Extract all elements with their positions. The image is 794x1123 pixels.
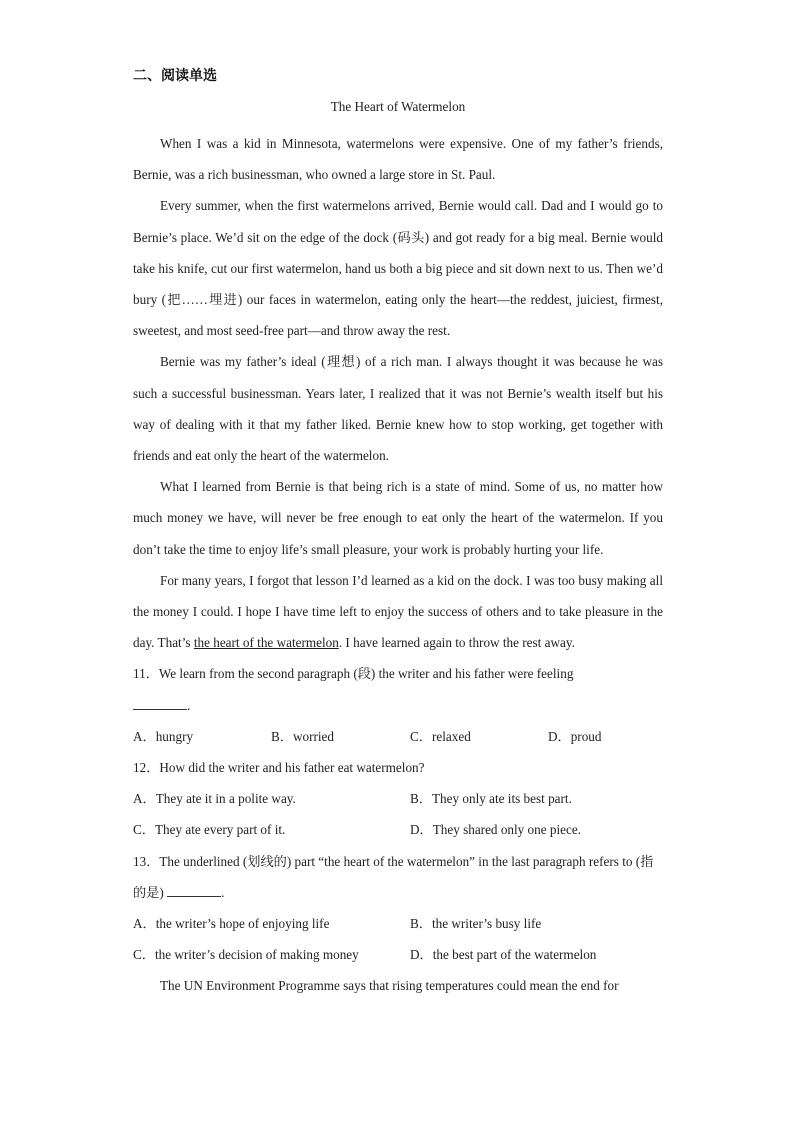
option-b[interactable]: B．the writer’s busy life [410,916,542,932]
section-title: 二、阅读单选 [133,68,217,84]
option-b[interactable]: B．worried [271,728,334,744]
paragraph-2: Every summer, when the first watermelons arrived, Bernie would call. Dad and I would go to Bernie’s place. We’d sit on the edge of the dock (码头) and got ready for a big meal. Bernie would take his knife, cut our first watermelon, hand us both a big piece and sit down next to us. Then we’d bury (把……埋进) our faces in watermelon, eating only the heart—the reddest, juiciest, firmest, sweetest, and most seed-free part—and throw away the rest. [133,198,663,339]
question-11-blank-line [133,690,663,721]
question-12-options [133,783,663,845]
option-d[interactable]: D．They shared only one piece. [410,822,582,838]
paragraph-1: When I was a kid in Minnesota, watermelons were expensive. One of my father’s friends, Bernie, was a rich businessman, who owned a large store in St. Paul. [133,136,663,183]
option-d[interactable]: D．proud [548,728,602,744]
question-13-stem [133,846,663,908]
next-passage-first-line: The UN Environment Programme says that rising temperatures could mean the end for [160,978,619,994]
paragraph-5-text-b: . I have learned again to throw the rest away. [338,635,575,651]
option-a[interactable]: A．They ate it in a polite way. [133,791,296,807]
question-stem-tail: . [187,697,191,713]
answer-blank[interactable] [133,695,187,710]
option-c[interactable]: C．relaxed [410,728,471,744]
option-a[interactable]: A．the writer’s hope of enjoying life [133,916,330,932]
paragraph-3: Bernie was my father’s ideal (理想) of a rich man. I always thought it was because he was such a successful businessman. Years later, I realized that it was not Bernie’s wealth itself but his way of dealing with it that my father liked. Bernie knew how to stop working, get together with friends and eat only the heart of the watermelon. [133,354,663,464]
answer-blank[interactable] [167,882,221,897]
underlined-phrase: the heart of the watermelon [193,635,339,651]
option-a[interactable]: A．hungry [133,728,194,744]
article-title: The Heart of Watermelon [330,99,466,114]
paragraph-5 [133,565,663,659]
option-c[interactable]: C．the writer’s decision of making money [133,947,359,963]
question-12-stem: 12．How did the writer and his father eat watermelon? [133,760,425,776]
option-d[interactable]: D．the best part of the watermelon [410,947,597,963]
question-13-options [133,908,663,970]
paragraph-4: What I learned from Bernie is that being rich is a state of mind. Some of us, no matter how much money we have, will never be free enough to eat only the heart of the watermelon. If you don’t take the time to enjoy life’s small pleasure, your work is probably hurting your life. [133,479,663,557]
option-c[interactable]: C．They ate every part of it. [133,822,286,838]
document-page [133,66,663,1002]
question-11-options [133,721,663,752]
question-stem-tail: . [221,884,225,900]
question-stem-text: 11．We learn from the second paragraph (段) the writer and his father were feeling [133,666,574,682]
question-stem-text: 13．The underlined (划线的) part “the heart of the watermelon” in the last paragraph refers to (指的是) [133,853,654,900]
paragraph-5-text-a: For many years, I forgot that lesson I’d learned as a kid on the dock. I was too busy making all the money I could. I hope I have time left to enjoy the success of others and to take pleasure in the day. That’s [133,572,663,651]
question-11-stem [133,658,663,689]
option-b[interactable]: B．They only ate its best part. [410,791,572,807]
